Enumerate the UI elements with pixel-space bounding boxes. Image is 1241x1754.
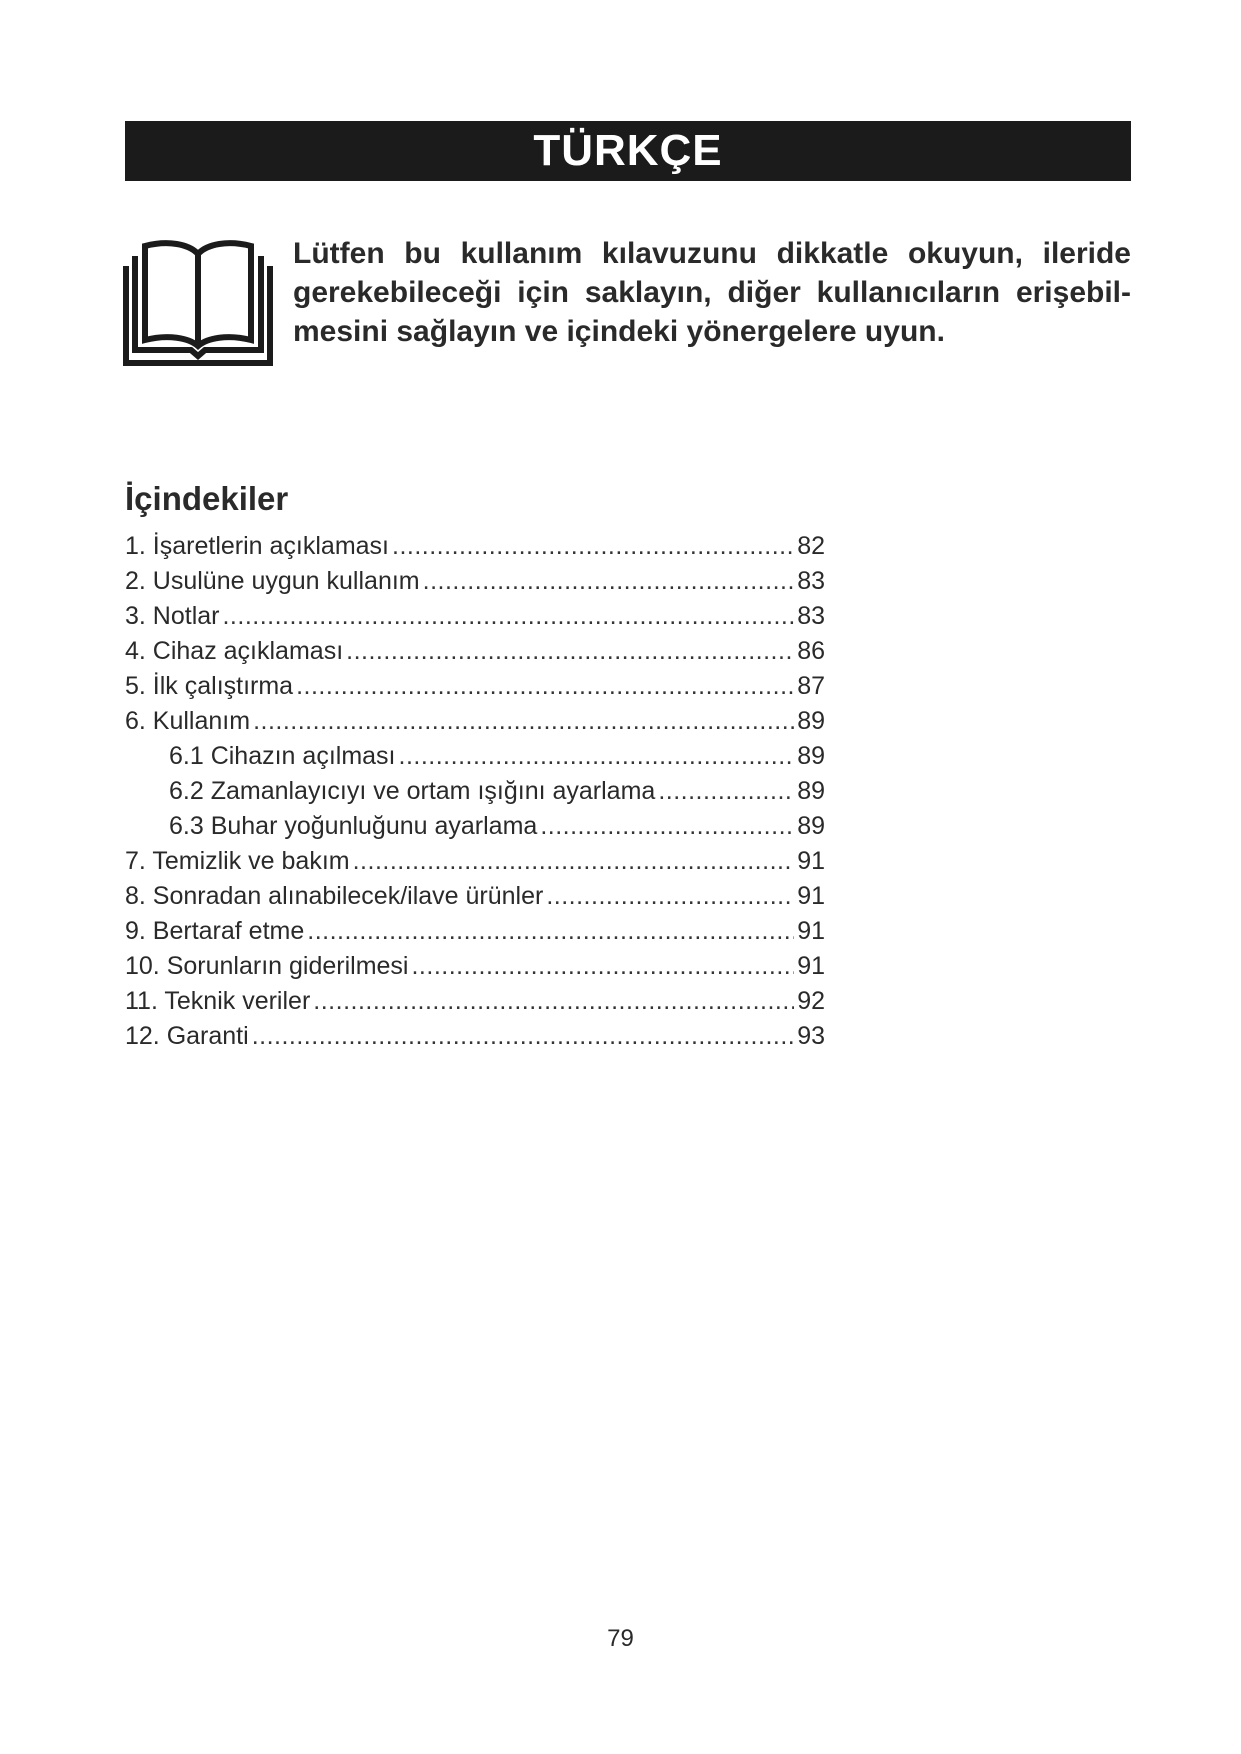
intro-line: Lütfen bu kullanım kılavuzunu dikkatle okuyun, ileride [293,237,1131,270]
page-number: 79 [607,1625,634,1652]
toc-entry-page: 82 [797,532,825,560]
toc-subentry [125,777,825,812]
toc-leader-dots [346,637,794,666]
toc-entry [125,532,825,567]
toc-entry-label: 6.2 Zamanlayıcıyı ve ortam ışığını ayarlama [169,777,656,805]
toc-leader-dots [399,742,795,771]
toc-entry [125,952,825,987]
toc-entry-page: 89 [797,707,825,735]
toc-leader-dots [253,707,794,736]
toc-entry [125,672,825,707]
toc-entry [125,847,825,882]
toc-leader-dots [222,602,794,631]
intro-line: mesini sağlayın ve içindeki yönergelere uyun. [293,315,945,348]
toc-entry-label: 8. Sonradan alınabilecek/ilave ürünler [125,882,544,910]
toc-leader-dots [423,567,794,596]
toc-entry-page: 91 [797,917,825,945]
toc-leader-dots [313,987,794,1016]
toc-leader-dots [296,672,794,701]
intro-notice [293,234,1131,351]
toc-entry-page: 91 [797,847,825,875]
toc-entry [125,882,825,917]
toc-entry [125,707,825,742]
toc-entry-label: 5. İlk çalıştırma [125,672,294,700]
toc-subentry [125,812,825,847]
toc-entry-page: 89 [797,742,825,770]
toc-entry-label: 11. Teknik veriler [125,987,311,1015]
toc-subentry [125,742,825,777]
toc-leader-dots [658,777,794,806]
toc-entry [125,567,825,602]
toc-leader-dots [252,1022,794,1051]
toc-entry-page: 93 [797,1022,825,1050]
toc-entry-page: 89 [797,812,825,840]
toc-entry-label: 6. Kullanım [125,707,251,735]
toc-heading: İçindekiler [125,480,289,517]
table-of-contents [125,532,825,1057]
toc-entry-page: 91 [797,882,825,910]
toc-entry-label: 1. İşaretlerin açıklaması [125,532,389,560]
intro-line: gerekebileceği için saklayın, diğer kullanıcıların erişebil- [293,276,1131,309]
toc-entry-label: 4. Cihaz açıklaması [125,637,344,665]
toc-entry-page: 83 [797,567,825,595]
toc-entry [125,1022,825,1057]
toc-leader-dots [392,532,794,561]
toc-entry-page: 91 [797,952,825,980]
book-icon [123,238,273,368]
toc-entry-label: 9. Bertaraf etme [125,917,305,945]
toc-entry-page: 83 [797,602,825,630]
toc-leader-dots [540,812,794,841]
toc-entry-label: 10. Sorunların giderilmesi [125,952,409,980]
toc-leader-dots [353,847,794,876]
toc-entry-page: 87 [797,672,825,700]
toc-entry-label: 6.1 Cihazın açılması [169,742,396,770]
toc-leader-dots [546,882,794,911]
toc-entry [125,917,825,952]
toc-entry [125,987,825,1022]
toc-entry-label: 7. Temizlik ve bakım [125,847,350,875]
toc-leader-dots [307,917,794,946]
toc-entry [125,602,825,637]
toc-entry-label: 3. Notlar [125,602,220,630]
toc-entry-page: 86 [797,637,825,665]
toc-entry-label: 12. Garanti [125,1022,249,1050]
toc-leader-dots [411,952,794,981]
toc-entry-page: 89 [797,777,825,805]
language-banner [125,121,1131,181]
toc-entry [125,637,825,672]
language-title: TÜRKÇE [533,126,723,175]
toc-entry-label: 2. Usulüne uygun kullanım [125,567,420,595]
toc-entry-label: 6.3 Buhar yoğunluğunu ayarlama [169,812,538,840]
toc-entry-page: 92 [797,987,825,1015]
